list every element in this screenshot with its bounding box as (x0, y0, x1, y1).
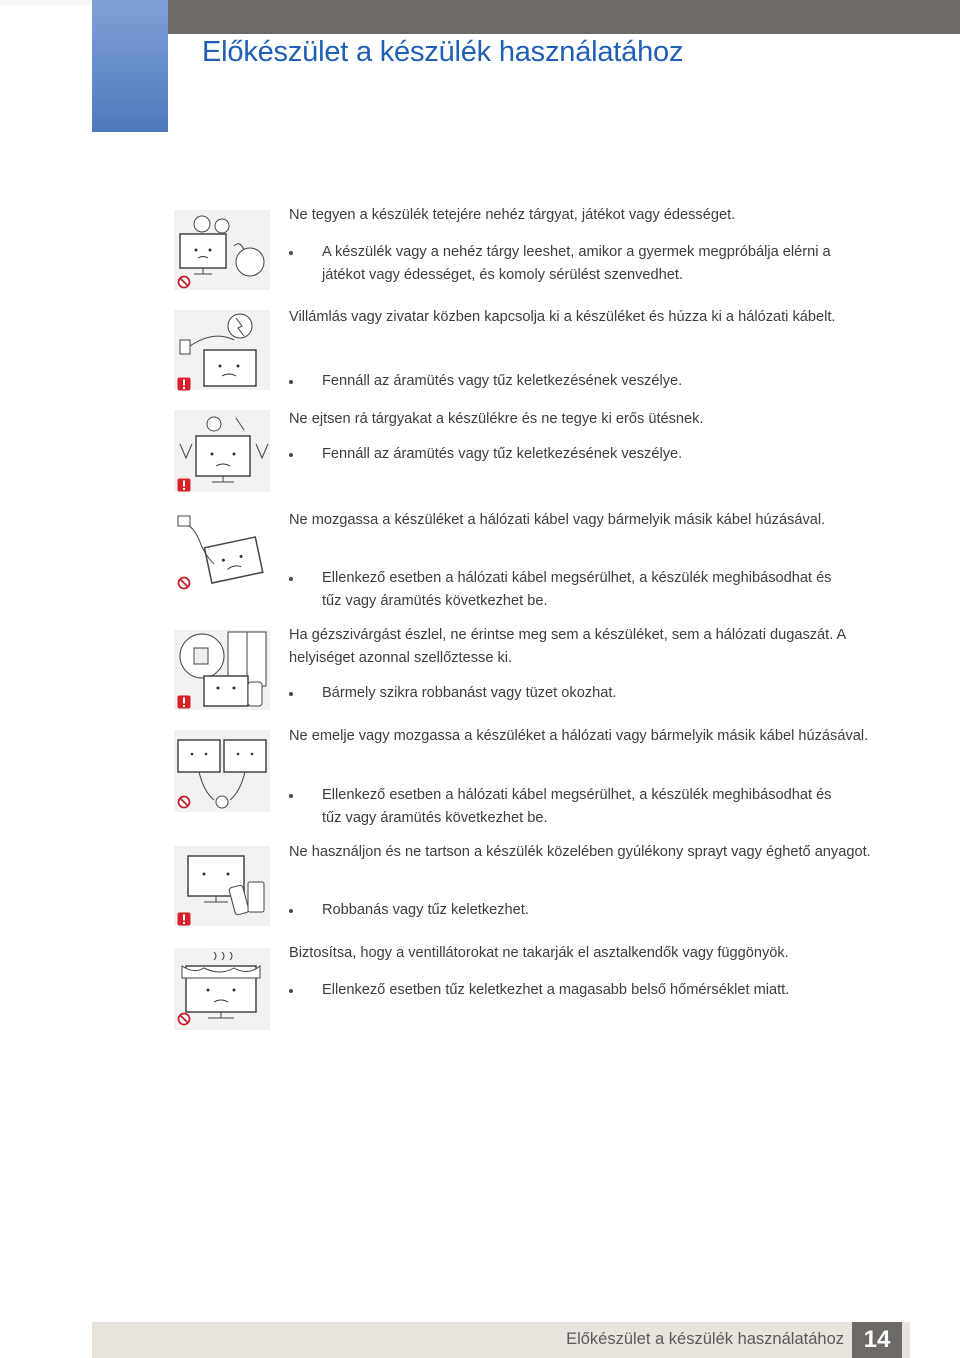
bullet-item: Robbanás vagy tűz keletkezhet. (289, 899, 849, 922)
caution-icon (177, 478, 191, 492)
prohibited-icon (177, 795, 191, 809)
bullet-item: Fennáll az áramütés vagy tűz keletkezésének veszélye. (289, 370, 849, 393)
footer-chapter-label: Előkészület a készülék használatához (566, 1330, 844, 1348)
prohibited-icon (177, 275, 191, 289)
chapter-tab (92, 0, 168, 132)
top-bar-dark (168, 0, 960, 34)
caution-icon (177, 912, 191, 926)
warning-text: Ne ejtsen rá tárgyakat a készülékre és ne tegye ki erős ütésnek. (289, 411, 704, 427)
page-number: 14 (852, 1322, 902, 1358)
caution-icon (177, 377, 191, 391)
bullet-item: Ellenkező esetben tűz keletkezhet a magasabb belső hőmérséklet miatt. (289, 979, 849, 1002)
bullet-item: A készülék vagy a nehéz tárgy leeshet, amikor a gyermek megpróbálja elérni a játékot vagy édességet, és komoly sérülést szenvedhet. (289, 241, 849, 287)
warning-text: Ne használjon és ne tartson a készülék közelében gyúlékony sprayt vagy éghető anyagot. (289, 844, 871, 860)
warning-text: Biztosítsa, hogy a ventillátorokat ne takarják el asztalkendők vagy függönyök. (289, 945, 789, 961)
caution-icon (177, 695, 191, 709)
warning-text: Villámlás vagy zivatar közben kapcsolja ki a készüléket és húzza ki a hálózati kábelt. (289, 309, 836, 325)
warning-text: Ne emelje vagy mozgassa a készüléket a hálózati vagy bármelyik másik kábel húzásával. (289, 728, 869, 744)
warning-text: Ha gézszivárgást észlel, ne érintse meg sem a készüléket, sem a hálózati dugaszát. A helyiséget azonnal szellőztesse ki. (289, 627, 846, 666)
bullet-item: Fennáll az áramütés vagy tűz keletkezésének veszélye. (289, 443, 849, 466)
prohibited-icon (177, 576, 191, 590)
warning-text: Ne mozgassa a készüléket a hálózati kábel vagy bármelyik másik kábel húzásával. (289, 512, 826, 528)
bullet-item: Ellenkező esetben a hálózati kábel megsérülhet, a készülék meghibásodhat és tűz vagy áramütés következhet be. (289, 784, 849, 830)
bullet-item: Ellenkező esetben a hálózati kábel megsérülhet, a készülék meghibásodhat és tűz vagy áramütés következhet be. (289, 567, 849, 613)
warning-text: Ne tegyen a készülék tetejére nehéz tárgyat, játékot vagy édességet. (289, 207, 736, 223)
prohibited-icon (177, 1012, 191, 1026)
page-title: Előkészület a készülék használatához (202, 36, 684, 68)
page-footer (92, 1322, 910, 1358)
bullet-item: Bármely szikra robbanást vagy tüzet okozhat. (289, 682, 849, 705)
